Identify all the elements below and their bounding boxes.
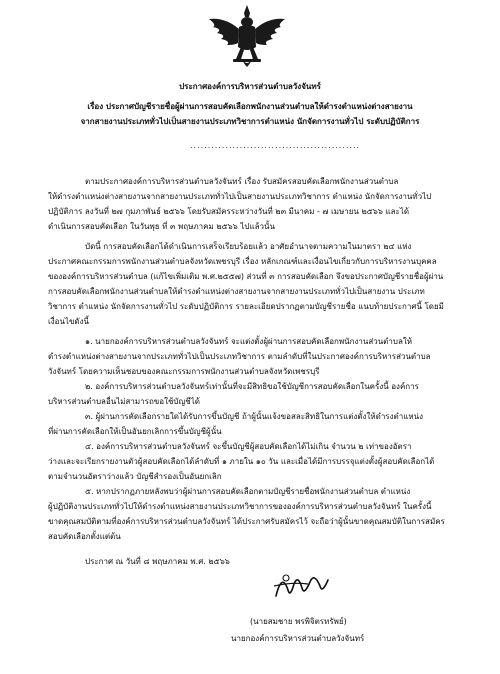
body-line: เงื่อนไขดังนี้ [48,317,89,326]
body-line: ว่างและจะเรียกรายงานตัวผู้สอบคัดเลือกได้ลำดับที่ ๑ ภายใน ๑๐ วัน และเมื่อได้มีการบรรจุแต่งตั้งผู้สอบคัดเลือกได้ [48,457,435,466]
signer-name: (นายสมชาย พรพิจิตรทรัพย์) [250,617,347,626]
body-line: ดำรงตำแหน่งต่างสายงานจากประเภททั่วไปเป็นประเภทวิชาการ ตามลำดับที่ในประกาศองค์การบริหารส่วนตำบล [48,352,431,361]
condition-item-5: ๕. หากปรากฏภายหลังพบว่าผู้ผ่านการสอบคัดเลือกตามบัญชีรายชื่อพนักงานส่วนตำบล ตำแหน่ง [85,487,411,496]
body-line: ปฏิบัติการ ลงวันที่ ๒๗ กุมภาพันธ์ ๒๕๖๖ โดยรับสมัครระหว่างวันที่ ๒๓ มีนาคม - ๗ เมษายน ๒๕๖๖ และได้ [48,207,410,216]
body-line: ดำเนินการสอบคัดเลือก ในวันพุธ ที่ ๓ พฤษภาคม ๒๕๖๖ ไปแล้วนั้น [48,222,275,231]
body-line: วิชาการ ตำแหน่ง นักจัดการงานทั่วไป ระดับปฏิบัติการ รายละเอียดปรากฏตามบัญชีรายชื่อ แนบท้ายประกาศนี้ โดยมี [48,302,444,311]
condition-item-2: ๒. องค์การบริหารส่วนตำบลวังจันทร์เท่านั้นที่จะมีสิทธิขอใช้บัญชีการสอบคัดเลือกในครั้งนี้ องค์การ [85,382,419,391]
body-line: ขององค์การบริหารส่วนตำบล (แก้ไขเพิ่มเติม พ.ศ.๒๕๕๗) ส่วนที่ ๓ การสอบคัดเลือก จึงขอประกาศบัญชีรายชื่อผู้ผ่าน [48,272,444,281]
body-line: วังจันทร์ โดยความเห็นชอบของคณะกรรมการพนักงานส่วนตำบลจังหวัดเพชรบุรี [48,367,320,376]
condition-item-3: ๓. ผู้ผ่านการคัดเลือกรายใดได้รับการขึ้นบัญชี ถ้าผู้นั้นแจ้งขอสละสิทธิในการแต่งตั้งให้ดำรงตำแหน่ง [85,412,423,421]
body-line: ตามประกาศองค์การบริหารส่วนตำบลวังจันทร์ เรื่อง รับสมัครสอบคัดเลือกพนักงานส่วนตำบล [85,177,399,186]
announcement-title: ประกาศองค์การบริหารส่วนตำบลวังจันทร์ [179,82,321,91]
separator-dots: ................................................ [190,141,361,150]
body-line: บัดนี้ การสอบคัดเลือกได้ดำเนินการเสร็จเรียบร้อยแล้ว อาศัยอำนาจตามความในมาตรา ๒๔ แห่ง [85,242,412,251]
subject-line: เรื่อง ประกาศบัญชีรายชื่อผู้ผ่านการสอบคัดเลือกพนักงานส่วนตำบลให้ดำรงตำแหน่งต่างสายงาน [87,102,413,111]
subject-line-continued: จากสายงานประเภททั่วไปเป็นสายงานประเภทวิชาการตำแหน่ง นักจัดการงานทั่วไป ระดับปฏิบัติการ [80,117,420,126]
body-line: ที่ผ่านการคัดเลือกให้เป็นอันยกเลิกการขึ้นบัญชีผู้นั้น [48,427,222,436]
signer-position: นายกองค์การบริหารส่วนตำบลวังจันทร์ [231,634,365,643]
condition-item-1: ๑. นายกองค์การบริหารส่วนตำบลวังจันทร์ จะแต่งตั้งผู้ผ่านการสอบคัดเลือกพนักงานส่วนตำบลให้ [85,337,413,346]
signature-mark [268,566,338,604]
condition-item-4: ๔. องค์การบริหารส่วนตำบลวังจันทร์ จะขึ้นบัญชีผู้สอบคัดเลือกได้ไม่เกิน จำนวน ๒ เท่าของอัตรา [85,442,412,451]
body-line: บริหารส่วนตำบลอื่นไม่สามารถขอใช้บัญชีได้ [48,397,200,406]
body-line: ประกาศคณะกรรมการพนักงานส่วนตำบลจังหวัดเพชรบุรี เรื่อง หลักเกณฑ์และเงื่อนไขเกี่ยวกับการบริหารงานบุคคล [48,257,437,266]
body-line: ตามจำนวนอัตราว่างแล้ว บัญชีสำรองเป็นอันยกเลิก [48,472,222,481]
body-line: ผู้ปฏิบัติงานประเภททั่วไปให้ดำรงตำแหน่งสายงานประเภทวิชาการขององค์การบริหารส่วนตำบลวังจันทร์ ในครั้งนี้ [48,502,432,511]
body-line: ขาดคุณสมบัติตามที่องค์การบริหารส่วนตำบลวังจันทร์ ได้ประกาศรับสมัครไว้ จะถือว่าผู้นั้นขาดคุณสมบัติในการสมัคร [48,517,445,526]
body-line: การสอบคัดเลือกพนักงานส่วนตำบลให้ดำรงตำแหน่งต่างสายงานจากสายงานประเภททั่วไปเป็นสายงาน ประเภท [48,287,425,296]
body-line: ให้ดำรงตำแหน่งต่างสายงานจากสายงานประเภททั่วไปเป็นสายงานประเภทวิชาการ ตำแหน่ง นักจัดการงานทั่วไป [48,192,432,201]
body-line: สอบคัดเลือกตั้งแต่ต้น [48,532,121,541]
garuda-emblem-icon [203,3,291,75]
announcement-date: ประกาศ ณ วันที่ ๘ พฤษภาคม พ.ศ. ๒๕๖๖ [85,557,230,566]
